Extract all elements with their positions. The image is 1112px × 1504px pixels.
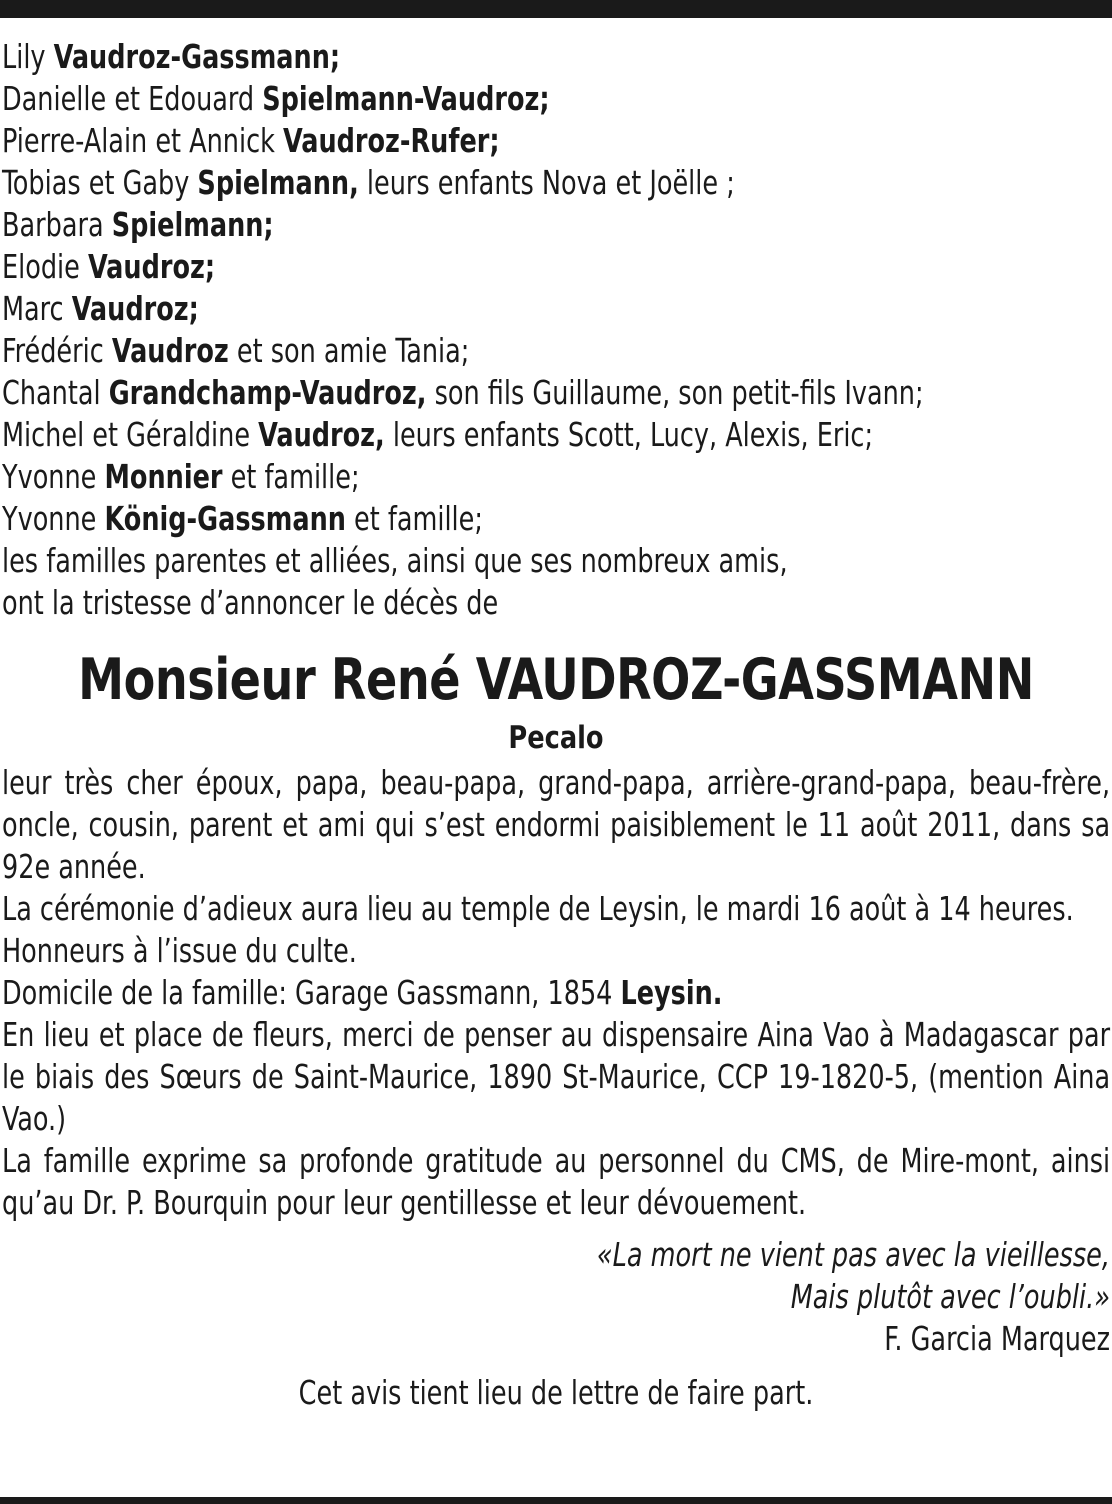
paragraph-honours: Honneurs à l’issue du culte. — [2, 931, 357, 970]
family-extra: et famille; — [345, 499, 483, 538]
family-line — [2, 540, 955, 582]
family-list — [2, 36, 1110, 624]
bottom-rule — [0, 1497, 1112, 1504]
closing-line: Cet avis tient lieu de lettre de faire part. — [298, 1373, 814, 1412]
paragraph-gratitude: La famille exprime sa profonde gratitude au personnel du CMS, de Mire-mont, ainsi qu’au Dr. P. Bourquin pour leur gentillesse et leur dévouement. — [2, 1141, 1111, 1222]
family-name: Vaudroz-Gassmann; — [53, 37, 341, 76]
family-line — [2, 330, 955, 372]
given-names: Danielle et Edouard — [2, 79, 263, 118]
family-name: Vaudroz, — [258, 415, 385, 454]
given-names: Lily — [2, 37, 54, 76]
family-extra: leurs enfants Nova et Joëlle ; — [358, 163, 735, 202]
given-names: Elodie — [2, 247, 88, 286]
paragraph-donation: En lieu et place de fleurs, merci de penser au dispensaire Aina Vao à Madagascar par le biais des Sœurs de Saint-Maurice, 1890 St-Maurice, CCP 19-1820-5, (mention Aina Vao.) — [2, 1015, 1111, 1138]
family-line — [2, 498, 955, 540]
deceased-nickname: Pecalo — [508, 720, 604, 756]
family-line — [2, 582, 955, 624]
top-rule — [0, 0, 1112, 18]
notice-body — [2, 762, 1110, 1224]
family-name: Grandchamp-Vaudroz, — [108, 373, 427, 412]
given-names: Yvonne — [2, 499, 105, 538]
domicile-town: Leysin. — [620, 973, 723, 1012]
quote-author: F. Garcia Marquez — [884, 1319, 1110, 1358]
family-extra: et famille; — [222, 457, 360, 496]
given-names: Barbara — [2, 205, 112, 244]
paragraph-ceremony: La cérémonie d’adieux aura lieu au temple de Leysin, le mardi 16 août à 14 heures. — [2, 889, 1074, 928]
given-names: Chantal — [2, 373, 109, 412]
death-notice — [2, 36, 1110, 1414]
family-line — [2, 246, 955, 288]
quote-block — [2, 1234, 1110, 1360]
quote-line: «La mort ne vient pas avec la vieillesse, — [596, 1235, 1110, 1274]
announcement-line: ont la tristesse d’annoncer le décès de — [2, 583, 499, 622]
paragraph-relationship: leur très cher époux, papa, beau-papa, grand-papa, arrière-grand-papa, beau-frère, oncle, cousin, parent et ami qui s’est endormi paisiblement le 11 août 2011, dans sa 92e année. — [2, 763, 1111, 886]
family-line — [2, 120, 955, 162]
family-name: Vaudroz-Rufer; — [283, 121, 500, 160]
family-extra: son fils Guillaume, son petit-fils Ivann; — [426, 373, 924, 412]
quote-line: Mais plutôt avec l’oubli.» — [790, 1277, 1110, 1316]
family-line — [2, 78, 955, 120]
given-names: Yvonne — [2, 457, 105, 496]
family-line — [2, 414, 955, 456]
family-name: Spielmann; — [111, 205, 274, 244]
deceased-name: Monsieur René VAUDROZ-GASSMANN — [78, 647, 1034, 713]
family-extra: et son amie Tania; — [228, 331, 470, 370]
family-name: Spielmann, — [197, 163, 359, 202]
given-names: Tobias et Gaby — [2, 163, 198, 202]
paragraph-domicile — [2, 972, 1110, 1014]
domicile-text: Domicile de la famille: Garage Gassmann, 1854 — [2, 973, 621, 1012]
family-name: Vaudroz; — [71, 289, 199, 328]
given-names: Michel et Géraldine — [2, 415, 259, 454]
family-line — [2, 456, 955, 498]
family-line — [2, 288, 955, 330]
family-name: Spielmann-Vaudroz; — [262, 79, 550, 118]
family-line — [2, 162, 955, 204]
family-line — [2, 372, 955, 414]
family-extra: leurs enfants Scott, Lucy, Alexis, Eric; — [384, 415, 874, 454]
family-line — [2, 204, 955, 246]
relatives-line: les familles parentes et alliées, ainsi que ses nombreux amis, — [2, 541, 788, 580]
given-names: Pierre-Alain et Annick — [2, 121, 284, 160]
family-name: Vaudroz — [111, 331, 229, 370]
family-name: König-Gassmann — [104, 499, 346, 538]
family-name: Monnier — [104, 457, 223, 496]
given-names: Marc — [2, 289, 72, 328]
family-line — [2, 36, 955, 78]
family-name: Vaudroz; — [87, 247, 216, 286]
given-names: Frédéric — [2, 331, 112, 370]
